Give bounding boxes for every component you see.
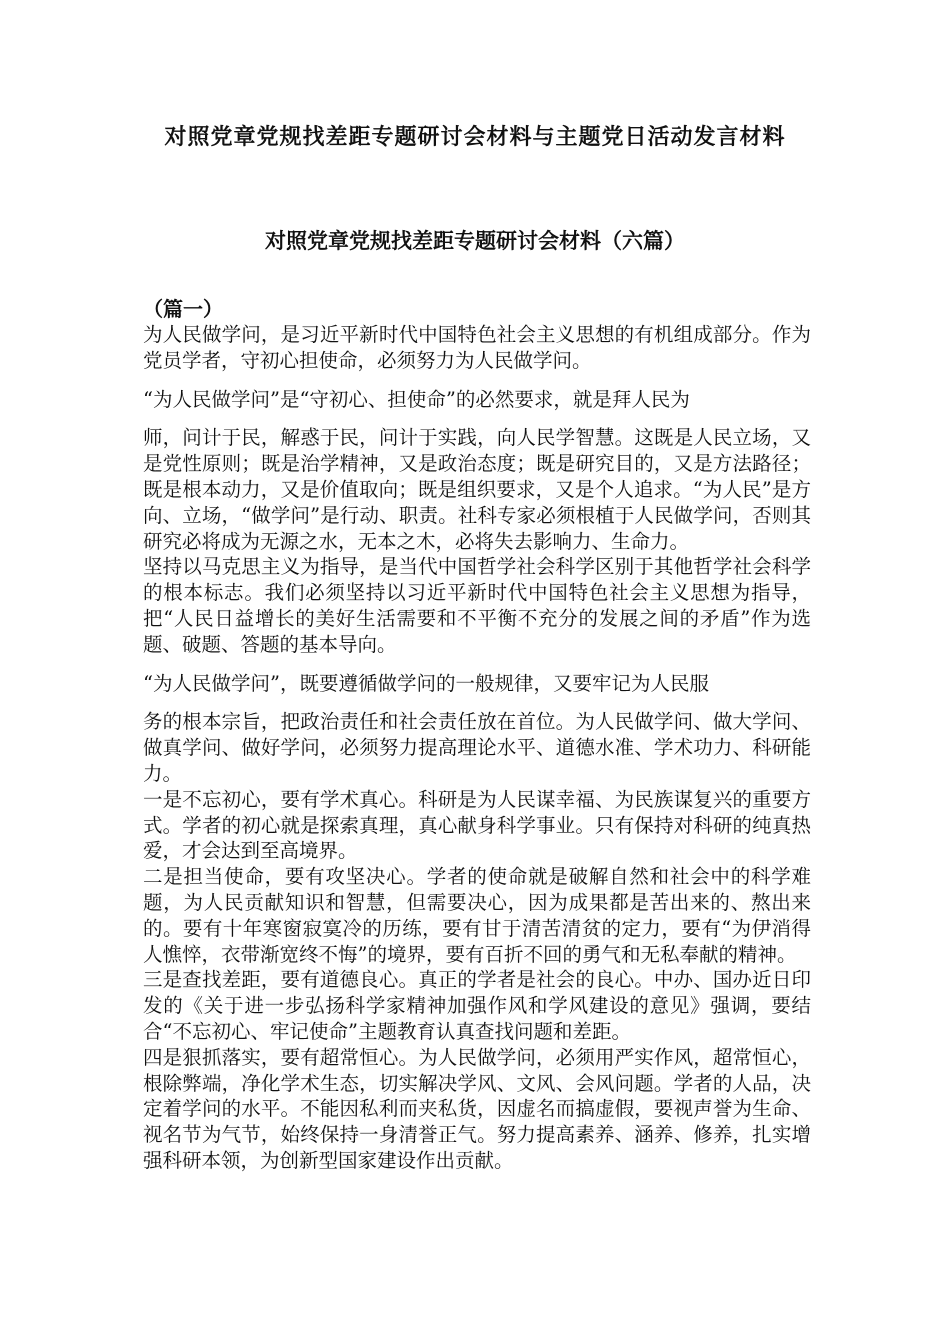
- paragraph: 师，问计于民，解惑于民，问计于实践，向人民学智慧。这既是人民立场，又是党性原则；既是治学精神，又是政治态度；既是研究目的，又是方法路径；既是根本动力，又是价值取向；既是组织要求，又是个人追求。“为人民”是方向、立场，“做学问”是行动、职责。社科专家必须根植于人民做学问，否则其研究必将成为无源之水，无本之木，必将失去影响力、生命力。: [143, 426, 811, 553]
- section-label: （篇一）: [143, 297, 223, 321]
- paragraph: 务的根本宗旨，把政治责任和社会责任放在首位。为人民做学问、做大学问、做真学问、做好学问，必须努力提高理论水平、道德水准、学术功力、科研能力。: [143, 710, 811, 785]
- paragraph: 一是不忘初心，要有学术真心。科研是为人民谋幸福、为民族谋复兴的重要方式。学者的初心就是探索真理，真心献身科学事业。只有保持对科研的纯真热爱，才会达到至高境界。: [143, 787, 811, 863]
- paragraph: 二是担当使命，要有攻坚决心。学者的使命就是破解自然和社会中的科学难题，为人民贡献知识和智慧，但需要决心，因为成果都是苦出来的、熬出来的。要有十年寒窗寂寞冷的历练，要有甘于清苦清贫的定力，要有“为伊消得人憔悴，衣带渐宽终不悔”的境界，要有百折不回的勇气和无私奉献的精神。: [143, 865, 811, 966]
- paragraph: 为人民做学问，是习近平新时代中国特色社会主义思想的有机组成部分。作为党员学者，守初心担使命，必须努力为人民做学问。: [143, 323, 811, 372]
- paragraph: “为人民做学问”，既要遵循做学问的一般规律，又要牢记为人民服: [143, 671, 709, 695]
- paragraph: “为人民做学问”是“守初心、担使命”的必然要求，就是拜人民为: [143, 387, 690, 411]
- paragraph: 三是查找差距，要有道德良心。真正的学者是社会的良心。中办、国办近日印发的《关于进一步弘扬科学家精神加强作风和学风建设的意见》强调，要结合“不忘初心、牢记使命”主题教育认真查找问题和差距。: [143, 968, 811, 1043]
- paragraph: 四是狠抓落实，要有超常恒心。为人民做学问，必须用严实作风，超常恒心，根除弊端，净化学术生态，切实解决学风、文风、会风问题。学者的人品，决定着学问的水平。不能因私利而夹私货，因虚名而搞虚假，要视声誉为生命、视名节为气节，始终保持一身清誉正气。努力提高素养、涵养、修养，扎实增强科研本领，为创新型国家建设作出贡献。: [143, 1045, 811, 1172]
- document-main-title: 对照党章党规找差距专题研讨会材料与主题党日活动发言材料: [164, 124, 786, 150]
- document-sub-title: 对照党章党规找差距专题研讨会材料（六篇）: [265, 228, 685, 253]
- document-body: [143, 296, 811, 1174]
- paragraph: 坚持以马克思主义为指导，是当代中国哲学社会科学区别于其他哲学社会科学的根本标志。我们必须坚持以习近平新时代中国特色社会主义思想为指导，把“人民日益增长的美好生活需要和不平衡不充分的发展之间的矛盾”作为选题、破题、答题的基本导向。: [143, 555, 811, 656]
